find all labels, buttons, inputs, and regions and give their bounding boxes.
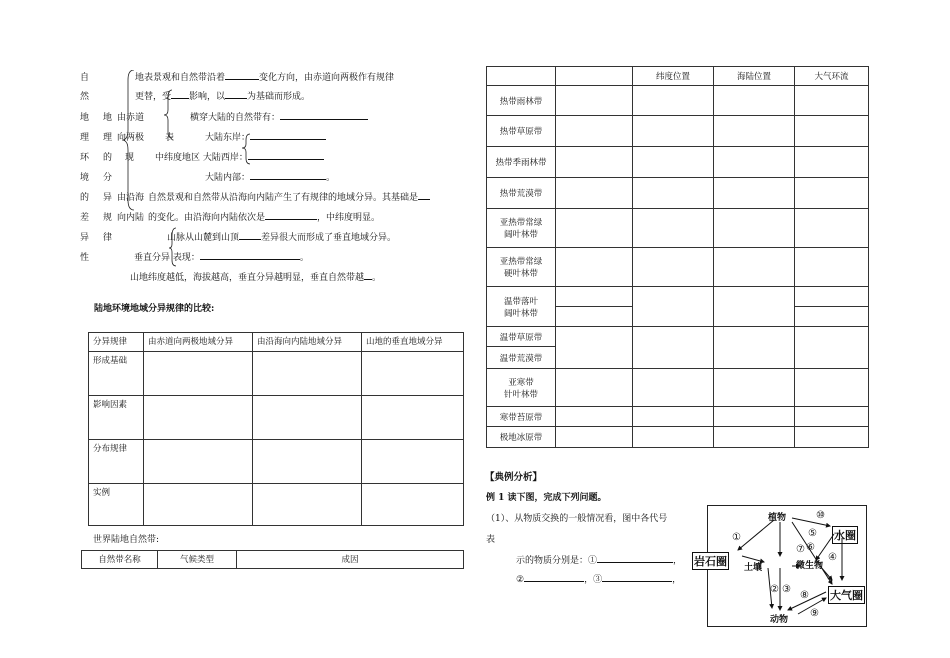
cell[interactable] <box>144 440 253 484</box>
blank[interactable] <box>200 250 300 260</box>
text-line-3 <box>190 110 368 123</box>
cell[interactable] <box>556 116 633 147</box>
cell[interactable] <box>795 86 869 116</box>
vchar: 异 <box>80 233 90 243</box>
num-1: ① <box>732 532 741 543</box>
text: 影响，以 <box>189 92 226 102</box>
world-table <box>81 550 464 569</box>
num-2: ② <box>770 584 779 595</box>
zone-name: 极地冰原带 <box>487 427 556 448</box>
cell[interactable] <box>795 248 869 287</box>
cell[interactable] <box>144 396 253 440</box>
header-cell: 成因 <box>237 551 464 569</box>
cell[interactable] <box>633 147 714 178</box>
zone-line: 阔叶林带 <box>503 230 538 240</box>
cell[interactable] <box>556 178 633 209</box>
num-8: ⑧ <box>800 590 809 601</box>
vchar: 规 <box>103 213 113 223</box>
cell[interactable] <box>362 440 464 484</box>
row-label: 形成基础 <box>89 352 144 396</box>
node-soil: 土壤 <box>744 563 763 573</box>
cell[interactable] <box>144 484 253 526</box>
cell[interactable] <box>714 369 795 407</box>
text: 变化方向，由赤道向两极作有规律 <box>259 73 395 83</box>
cell[interactable] <box>714 116 795 147</box>
cell[interactable] <box>714 327 795 369</box>
blank[interactable] <box>265 210 317 220</box>
text: 的变化。由沿海向内陆依次是 <box>148 213 266 223</box>
vchar: 理 <box>103 133 113 143</box>
cell[interactable] <box>633 209 714 248</box>
zone-name: 温带草原带 <box>487 327 556 347</box>
cell[interactable] <box>362 396 464 440</box>
num-3: ③ <box>782 584 791 595</box>
cell[interactable] <box>556 287 633 307</box>
cell[interactable] <box>795 427 869 448</box>
zone-name <box>487 248 556 287</box>
cell[interactable] <box>795 178 869 209</box>
vchar: 的 <box>103 153 113 163</box>
vchar: 然 <box>80 92 90 102</box>
blank[interactable] <box>171 89 189 99</box>
label: 由沿海 <box>117 193 145 203</box>
text-line-6 <box>205 170 335 183</box>
cell[interactable] <box>795 407 869 427</box>
cell[interactable] <box>253 396 362 440</box>
header-cell: 由赤道向两极地域分异 <box>144 333 253 352</box>
header-cell <box>556 67 633 86</box>
zone-line: 针叶林带 <box>503 389 538 400</box>
cell[interactable] <box>795 116 869 147</box>
cell[interactable] <box>714 407 795 427</box>
header-cell: 山地的垂直地域分异 <box>362 333 464 352</box>
text: 横穿大陆的自然带有： <box>190 113 281 123</box>
blank[interactable] <box>239 230 261 240</box>
blank[interactable] <box>280 110 368 120</box>
text-line-11 <box>130 270 381 283</box>
label: 向两极 <box>117 133 145 143</box>
zone-name: 热带季雨林带 <box>487 147 556 178</box>
blank[interactable] <box>225 89 247 99</box>
blank[interactable] <box>250 130 326 140</box>
vchar: 异 <box>103 193 113 203</box>
q1-line-a: （1）、从物质交换的一般情况看，图中各代号 <box>486 514 668 524</box>
cell[interactable] <box>714 86 795 116</box>
text: 垂直分异 表现： <box>134 253 200 263</box>
q1-line-b: 表 <box>486 535 496 545</box>
vchar: 理 <box>80 133 90 143</box>
blank[interactable] <box>418 190 430 200</box>
vchar: 地 <box>103 113 113 123</box>
header-cell: 自然带名称 <box>82 551 158 569</box>
text-line-7 <box>148 190 430 203</box>
vchar: 差 <box>80 213 90 223</box>
zone-line: 亚热带常绿 <box>499 218 543 228</box>
cell[interactable] <box>795 209 869 248</box>
cell[interactable] <box>714 427 795 448</box>
row-label: 实例 <box>89 484 144 526</box>
cell[interactable] <box>556 307 633 327</box>
text: 地表景观和自然带沿着 <box>135 73 226 83</box>
cell[interactable] <box>556 209 633 248</box>
header-cell: 气候类型 <box>158 551 237 569</box>
cell[interactable] <box>633 178 714 209</box>
text: ，中纬度明显。 <box>317 213 381 223</box>
cell[interactable] <box>362 484 464 526</box>
num-6: ⑥ <box>806 542 815 553</box>
text: ，③ <box>584 575 603 585</box>
label: 表 <box>165 133 175 143</box>
cell[interactable] <box>633 116 714 147</box>
vchar: 律 <box>103 233 113 243</box>
zone-line: 温带落叶 <box>503 296 538 307</box>
text: 山地纬度越低，海拔越高，垂直分异越明显，垂直自然带越 <box>130 273 365 283</box>
header-cell: 海陆位置 <box>714 67 795 86</box>
natural-zone-table <box>486 66 869 448</box>
text: 大陆西岸： <box>202 153 248 163</box>
world-title: 世界陆地自然带: <box>93 535 160 545</box>
zone-name: 热带荒漠带 <box>487 178 556 209</box>
zone-name <box>487 287 556 327</box>
zone-line: 硬叶林带 <box>503 269 538 279</box>
cell[interactable] <box>253 352 362 396</box>
label: 向内陆 <box>117 213 145 223</box>
cell[interactable] <box>714 209 795 248</box>
text-line-8 <box>148 210 380 223</box>
text-line-4 <box>205 130 326 143</box>
cell[interactable] <box>253 484 362 526</box>
text-line-9 <box>167 230 396 243</box>
node-rock: 岩石圈 <box>692 552 729 570</box>
blank[interactable] <box>597 553 673 563</box>
text: 。 <box>372 273 382 283</box>
section-title: 【典例分析】 <box>485 472 543 483</box>
text-line-10 <box>134 250 309 263</box>
cell[interactable] <box>633 287 714 327</box>
q1-line-d <box>516 572 681 585</box>
node-water: 水圈 <box>832 526 858 544</box>
vchar: 地 <box>80 113 90 123</box>
text: 更替，受 <box>135 92 172 102</box>
vchar: 分 <box>103 173 113 183</box>
row-label: 分布规律 <box>89 440 144 484</box>
blank[interactable] <box>250 170 326 180</box>
zone-line: 亚热带常绿 <box>499 257 543 267</box>
cell[interactable] <box>556 369 633 407</box>
text: 示的物质分别是：① <box>516 556 598 566</box>
node-air: 大气圈 <box>828 586 865 604</box>
text: ， <box>672 575 682 585</box>
comparison-title: 陆地环境地域分异规律的比较: <box>94 304 215 314</box>
cell[interactable] <box>714 147 795 178</box>
cell[interactable] <box>795 327 869 369</box>
text: 。 <box>326 173 336 183</box>
label: 现 <box>125 153 135 163</box>
node-plant: 植物 <box>768 513 787 523</box>
zone-name <box>487 369 556 407</box>
cell[interactable] <box>556 327 633 369</box>
header-cell: 大气环流 <box>795 67 869 86</box>
text: ， <box>673 556 683 566</box>
cell[interactable] <box>633 86 714 116</box>
row-label: 影响因素 <box>89 396 144 440</box>
header-cell: 由沿海向内陆地域分异 <box>253 333 362 352</box>
header-cell <box>487 67 556 86</box>
cell[interactable] <box>795 287 869 307</box>
text: 。 <box>299 253 309 263</box>
cell[interactable] <box>795 307 869 327</box>
zone-name: 寒带苔原带 <box>487 407 556 427</box>
node-microbe: 微生物 <box>796 561 824 571</box>
text: 中纬度地区 <box>155 153 201 163</box>
cell[interactable] <box>362 352 464 396</box>
num-4: ④ <box>828 552 837 563</box>
text: 山脉从山麓到山顶 <box>167 233 240 243</box>
zone-name: 热带雨林带 <box>487 86 556 116</box>
header-cell: 纬度位置 <box>633 67 714 86</box>
cell[interactable] <box>633 407 714 427</box>
question-title: 例 1 读下图，完成下列问题。 <box>486 493 607 503</box>
num-7: ⑦ <box>796 544 805 555</box>
vchar: 的 <box>80 193 90 203</box>
blank[interactable] <box>524 572 584 582</box>
zone-name: 热带草原带 <box>487 116 556 147</box>
cell[interactable] <box>556 86 633 116</box>
cell[interactable] <box>556 147 633 178</box>
text: 为基础而形成。 <box>247 92 311 102</box>
blank[interactable] <box>248 150 324 160</box>
comparison-table <box>88 332 464 526</box>
cell[interactable] <box>633 327 714 369</box>
cell[interactable] <box>795 369 869 407</box>
vchar: 环 <box>80 153 90 163</box>
text: 自然景观和自然带从沿海向内陆产生了有规律的地域分异。其基础是 <box>148 193 419 203</box>
cell[interactable] <box>633 248 714 287</box>
num-5: ⑤ <box>808 528 817 539</box>
text: 大陆内部： <box>205 173 251 183</box>
diagram-arrows <box>708 506 866 626</box>
cell[interactable] <box>144 352 253 396</box>
num-9: ⑨ <box>810 608 819 619</box>
text: 差异很大而形成了垂直地域分异。 <box>261 233 397 243</box>
cell[interactable] <box>633 369 714 407</box>
vchar: 自 <box>80 73 90 83</box>
zone-name <box>487 209 556 248</box>
cell[interactable] <box>714 248 795 287</box>
vchar: 性 <box>80 253 90 263</box>
vchar: 境 <box>80 173 90 183</box>
zone-line: 亚寒带 <box>508 377 534 388</box>
cell[interactable] <box>556 427 633 448</box>
cell[interactable] <box>795 147 869 178</box>
cell[interactable] <box>253 440 362 484</box>
blank[interactable] <box>225 70 259 80</box>
cell[interactable] <box>633 427 714 448</box>
cell[interactable] <box>714 178 795 209</box>
text-line-5 <box>155 150 324 163</box>
zone-name: 温带荒漠带 <box>487 347 556 369</box>
header-cell: 分异规律 <box>89 333 144 352</box>
text-line-1 <box>135 70 394 83</box>
label: 由赤道 <box>117 113 145 123</box>
q1-line-c <box>516 553 682 566</box>
num-10: ⑩ <box>816 510 825 521</box>
text-line-2 <box>135 89 310 102</box>
cell[interactable] <box>556 407 633 427</box>
node-animal: 动物 <box>770 615 789 625</box>
text: 大陆东岸： <box>205 133 251 143</box>
blank[interactable] <box>602 572 672 582</box>
zone-line: 阔叶林带 <box>503 308 538 319</box>
material-exchange-diagram <box>694 505 867 627</box>
cell[interactable] <box>714 287 795 327</box>
blank[interactable] <box>364 270 372 280</box>
cell[interactable] <box>556 248 633 287</box>
text: ② <box>516 575 525 585</box>
